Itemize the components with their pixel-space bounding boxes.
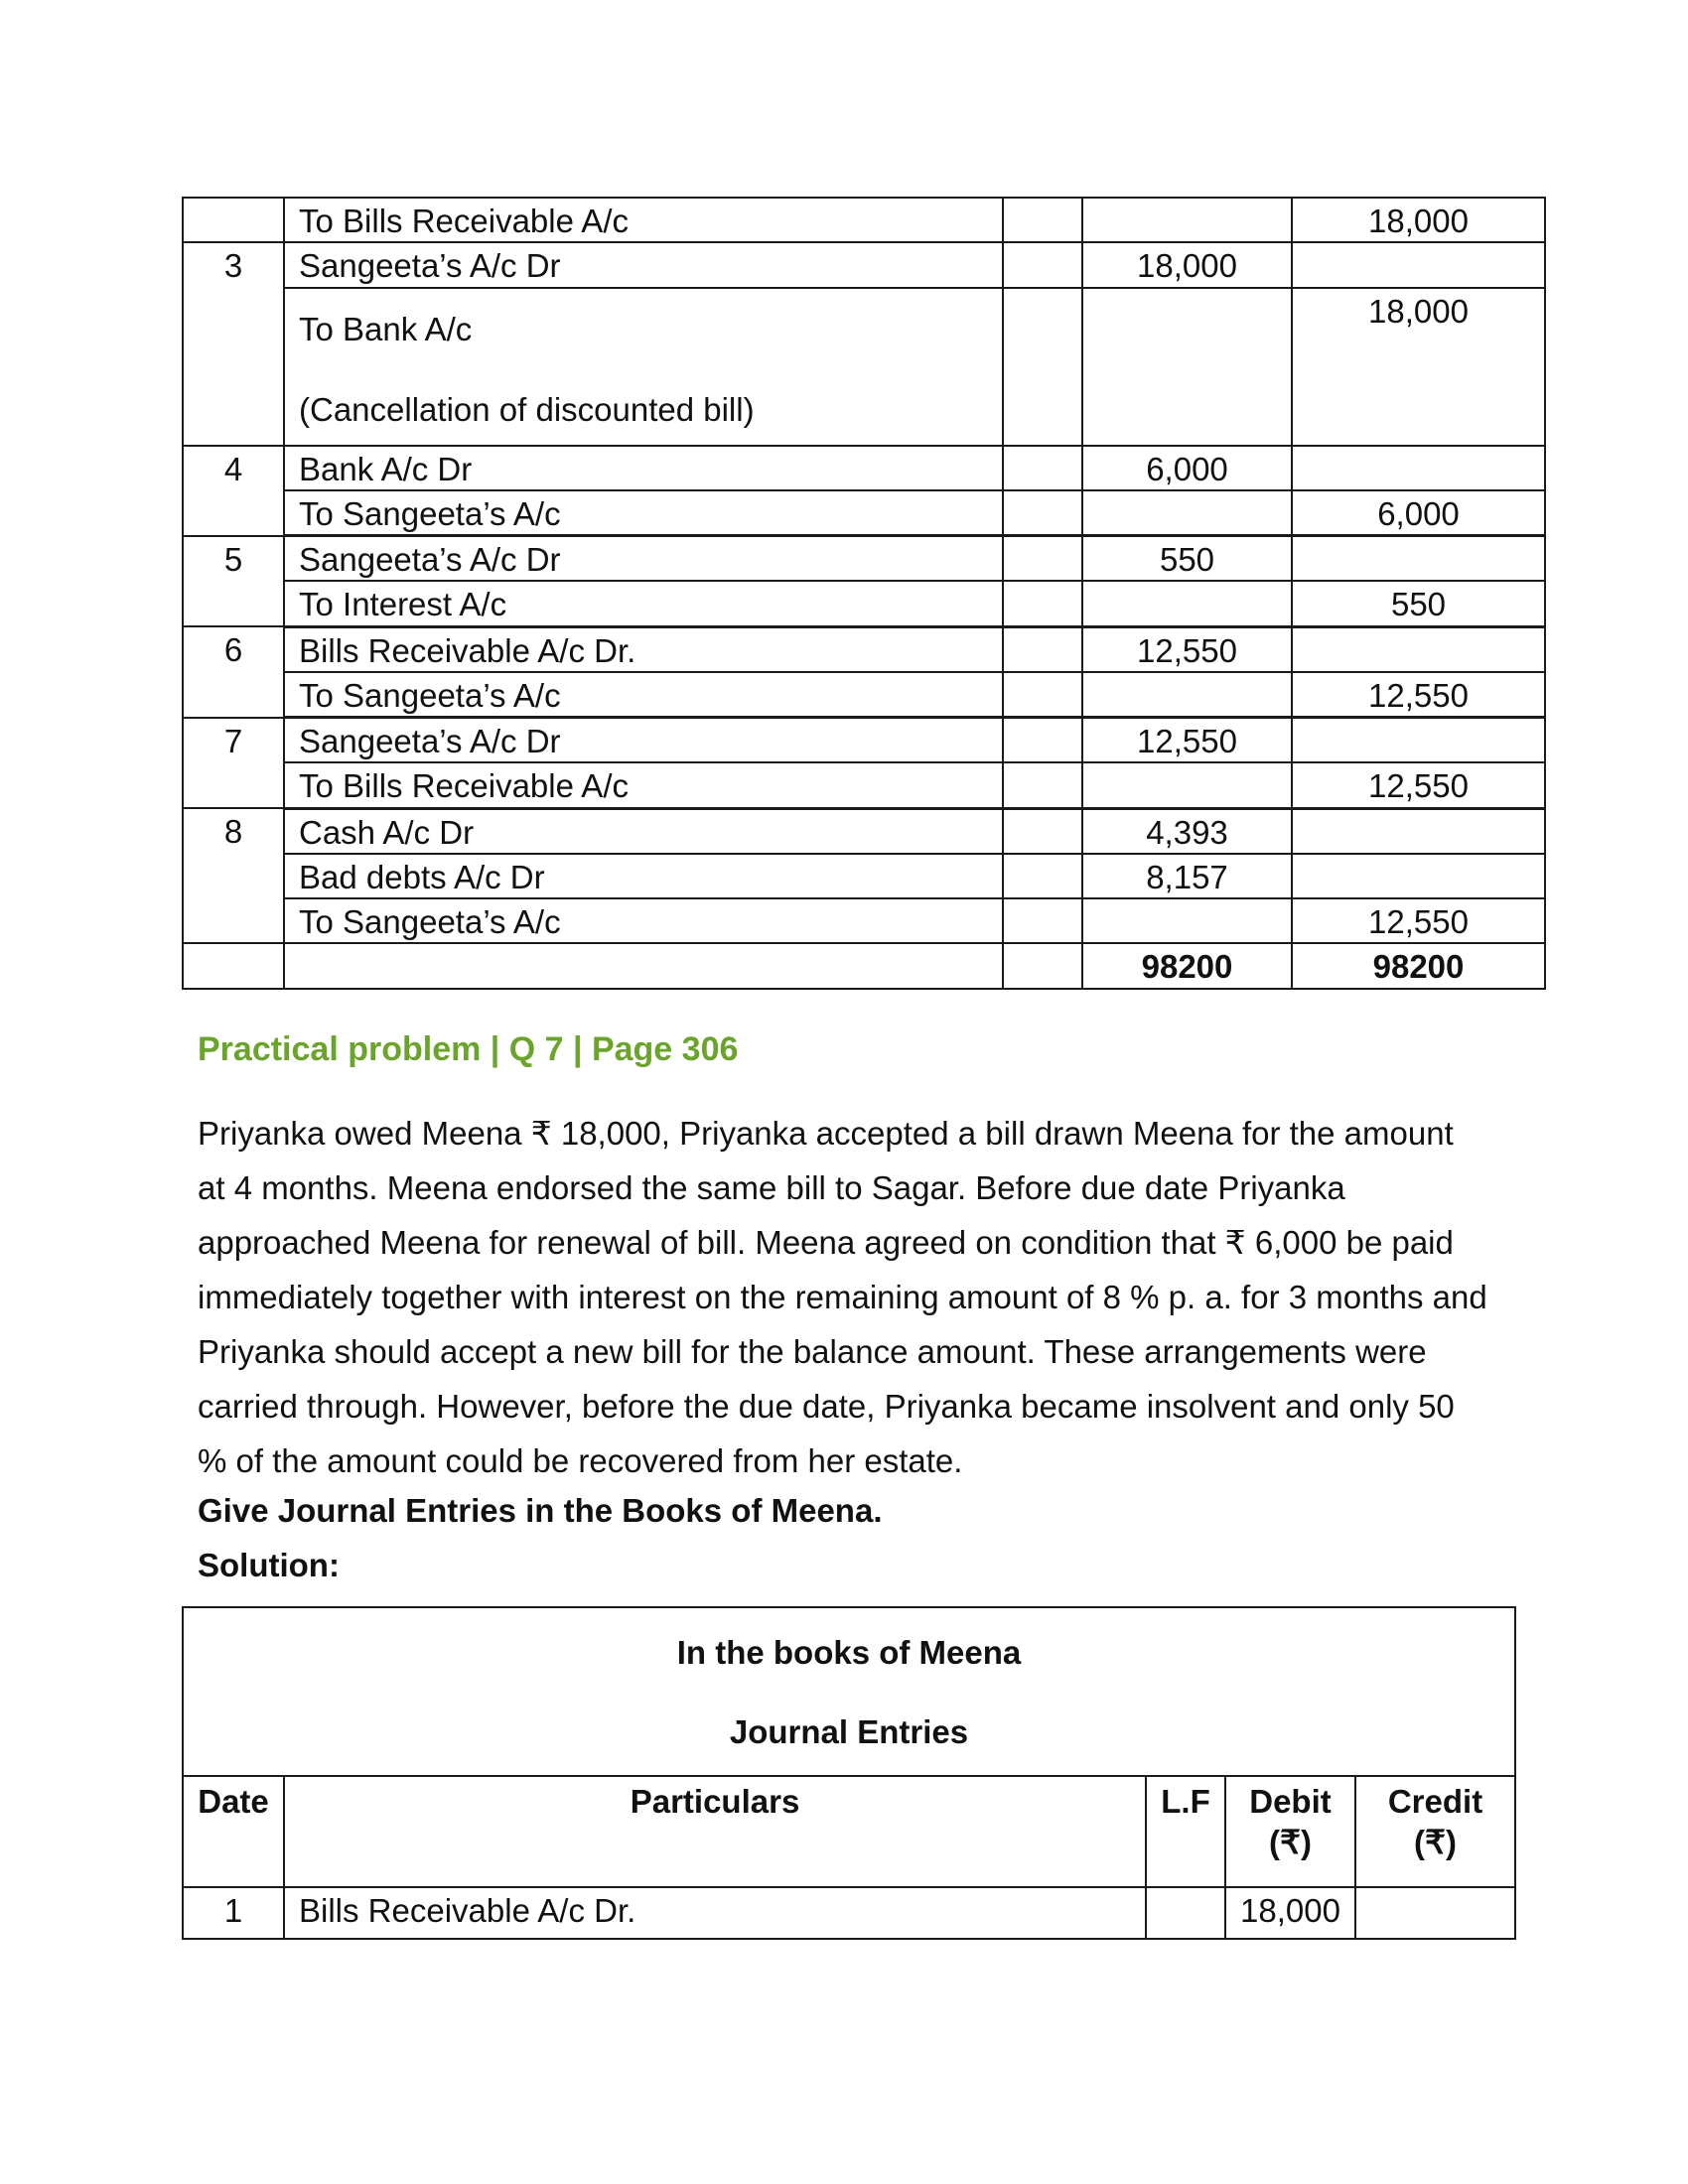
lf-cell <box>1003 672 1082 718</box>
lf-header: L.F <box>1146 1776 1225 1887</box>
particulars-cell: Sangeeta’s A/c Dr <box>284 718 1003 763</box>
lf-cell <box>1003 288 1082 446</box>
debit-header-label: Debit <box>1249 1783 1332 1820</box>
lf-cell <box>1146 1887 1225 1939</box>
table-row <box>183 1887 1515 1939</box>
debit-cell: 12,550 <box>1082 718 1292 763</box>
lf-cell <box>1003 536 1082 582</box>
debit-cell: 550 <box>1082 536 1292 582</box>
lf-cell <box>1003 626 1082 672</box>
lf-cell <box>1003 943 1082 988</box>
credit-header-label: Credit <box>1387 1783 1483 1820</box>
credit-cell: 550 <box>1292 581 1545 626</box>
date-cell: 1 <box>183 1887 284 1939</box>
table-row <box>183 626 1545 672</box>
credit-cell <box>1292 718 1545 763</box>
total-row <box>183 943 1545 988</box>
debit-cell: 6,000 <box>1082 446 1292 490</box>
entry-number: 8 <box>183 808 284 943</box>
particulars-cell <box>284 943 1003 988</box>
table-row <box>183 288 1545 446</box>
debit-cell: 18,000 <box>1082 242 1292 287</box>
table-title-cell <box>183 1607 1515 1776</box>
debit-cell <box>1082 288 1292 446</box>
lf-cell <box>1003 198 1082 242</box>
table-row <box>183 446 1545 490</box>
table-title-row <box>183 1607 1515 1776</box>
total-credit: 98200 <box>1292 943 1545 988</box>
particulars-cell: To Interest A/c <box>284 581 1003 626</box>
particulars-cell: To Bills Receivable A/c <box>284 198 1003 242</box>
problem-heading: Practical problem | Q 7 | Page 306 <box>198 1030 739 1068</box>
particulars-cell: Sangeeta’s A/c Dr <box>284 242 1003 287</box>
credit-cell <box>1292 536 1545 582</box>
debit-cell <box>1082 198 1292 242</box>
problem-text: Priyanka owed Meena ₹ 18,000, Priyanka accepted a bill drawn Meena for the amount at 4 months. Meena endorsed the same bill to Sagar. Before due date Priyanka approached Meena for renewal of bill. Meena agreed on condition that ₹ 6,000 be paid immediately together with interest on the remaining amount of 8 % p. a. for 3 months and Priyanka should accept a new bill for the balance amount. These arrangements were carried through. However, before the due date, Priyanka became insolvent and only 50 % of the amount could be recovered from her estate. <box>198 1115 1487 1479</box>
header-row <box>183 1776 1515 1887</box>
debit-cell <box>1082 898 1292 943</box>
particulars-cell: To Sangeeta’s A/c <box>284 898 1003 943</box>
lf-cell <box>1003 898 1082 943</box>
entry-number <box>183 198 284 242</box>
entry-number: 7 <box>183 718 284 809</box>
table-row <box>183 490 1545 536</box>
journal-table <box>182 1606 1516 1940</box>
total-debit: 98200 <box>1082 943 1292 988</box>
table-row <box>183 242 1545 287</box>
particulars-cell: Bad debts A/c Dr <box>284 854 1003 898</box>
journal-table-continued <box>182 197 1546 990</box>
debit-cell <box>1082 762 1292 808</box>
narration-text: (Cancellation of discounted bill) <box>299 390 755 428</box>
particulars-cell: To Bills Receivable A/c <box>284 762 1003 808</box>
lf-cell <box>1003 762 1082 808</box>
particulars-cell: Bills Receivable A/c Dr. <box>284 626 1003 672</box>
debit-cell: 4,393 <box>1082 808 1292 854</box>
entry-number <box>183 943 284 988</box>
entry-number: 5 <box>183 536 284 627</box>
credit-cell: 12,550 <box>1292 672 1545 718</box>
credit-cell <box>1292 446 1545 490</box>
particulars-cell <box>284 288 1003 446</box>
debit-cell <box>1082 581 1292 626</box>
lf-cell <box>1003 718 1082 763</box>
credit-header-unit: (₹) <box>1414 1824 1457 1861</box>
journal-title: Journal Entries <box>729 1713 969 1750</box>
credit-cell <box>1292 242 1545 287</box>
table-row <box>183 898 1545 943</box>
particulars-text: To Bank A/c <box>299 310 473 347</box>
particulars-header: Particulars <box>284 1776 1146 1887</box>
table-row <box>183 672 1545 718</box>
credit-cell: 12,550 <box>1292 898 1545 943</box>
credit-cell <box>1292 808 1545 854</box>
debit-cell: 8,157 <box>1082 854 1292 898</box>
particulars-cell: Bills Receivable A/c Dr. <box>284 1887 1146 1939</box>
credit-cell: 18,000 <box>1292 288 1545 446</box>
lf-cell <box>1003 490 1082 536</box>
debit-cell: 12,550 <box>1082 626 1292 672</box>
table-row <box>183 536 1545 582</box>
date-header: Date <box>183 1776 284 1887</box>
particulars-cell: Sangeeta’s A/c Dr <box>284 536 1003 582</box>
credit-cell <box>1292 626 1545 672</box>
credit-cell <box>1292 854 1545 898</box>
particulars-cell: To Sangeeta’s A/c <box>284 672 1003 718</box>
particulars-cell: Bank A/c Dr <box>284 446 1003 490</box>
lf-cell <box>1003 854 1082 898</box>
particulars-cell: Cash A/c Dr <box>284 808 1003 854</box>
table-row <box>183 581 1545 626</box>
lf-cell <box>1003 446 1082 490</box>
instruction-text: Give Journal Entries in the Books of Meena. <box>198 1492 883 1529</box>
table-row <box>183 718 1545 763</box>
credit-cell <box>1355 1887 1515 1939</box>
debit-header-unit: (₹) <box>1269 1824 1312 1861</box>
debit-header <box>1225 1776 1355 1887</box>
debit-cell <box>1082 490 1292 536</box>
entry-number: 6 <box>183 626 284 718</box>
debit-cell: 18,000 <box>1225 1887 1355 1939</box>
lf-cell <box>1003 808 1082 854</box>
entry-number: 3 <box>183 242 284 445</box>
table-row <box>183 854 1545 898</box>
particulars-cell: To Sangeeta’s A/c <box>284 490 1003 536</box>
entry-number: 4 <box>183 446 284 536</box>
credit-cell: 12,550 <box>1292 762 1545 808</box>
lf-cell <box>1003 242 1082 287</box>
debit-cell <box>1082 672 1292 718</box>
books-title: In the books of Meena <box>676 1634 1022 1671</box>
credit-header <box>1355 1776 1515 1887</box>
solution-label: Solution: <box>198 1547 340 1583</box>
lf-cell <box>1003 581 1082 626</box>
credit-cell: 18,000 <box>1292 198 1545 242</box>
table-row <box>183 762 1545 808</box>
credit-cell: 6,000 <box>1292 490 1545 536</box>
table-row <box>183 198 1545 242</box>
table-row <box>183 808 1545 854</box>
